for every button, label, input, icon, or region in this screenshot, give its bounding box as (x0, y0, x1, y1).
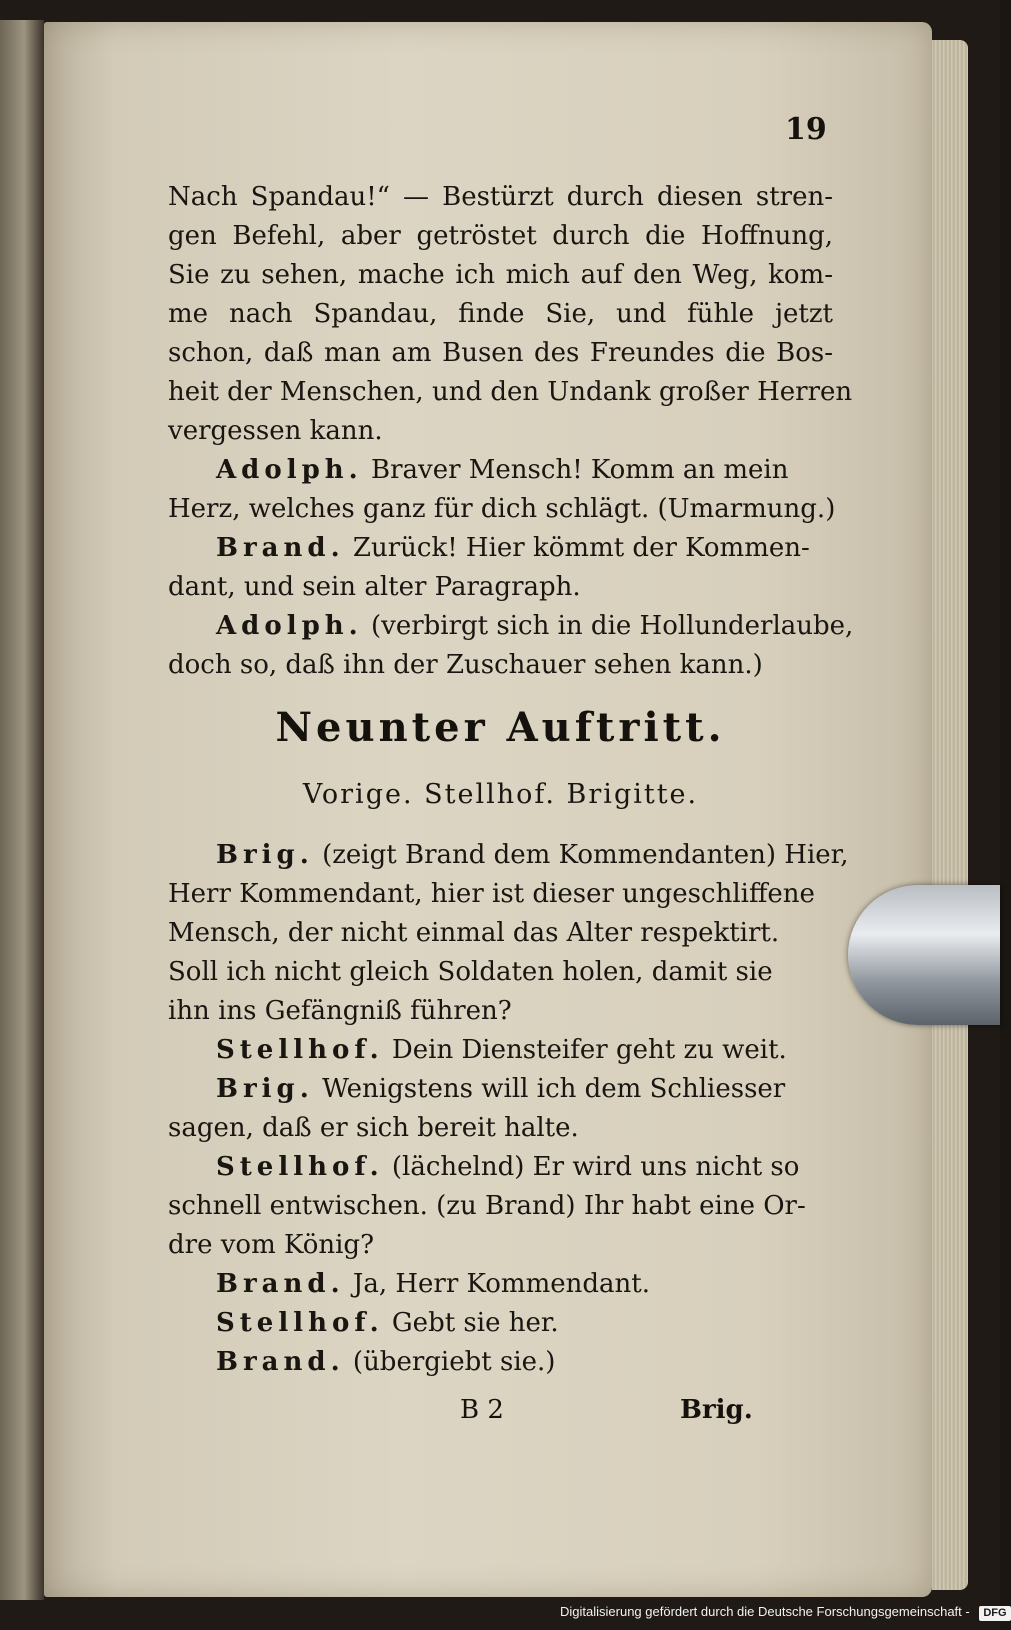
speaker-name: Stellhof. (216, 1308, 384, 1338)
signature-mark: B 2 (460, 1395, 504, 1425)
speech-text: (verbirgt sich in die Hollunderlaube, (370, 611, 854, 641)
speaker-name: Brig. (216, 1074, 314, 1104)
continuation-line: dant, und sein alter Paragraph. (168, 572, 581, 602)
speaker-name: Adolph. (216, 611, 363, 641)
digitization-footer (560, 1604, 1007, 1626)
scene-cast: Vorige. Stellhof. Brigitte. (302, 779, 699, 810)
dialogue-line (216, 451, 788, 490)
dialogue-line (216, 1070, 785, 1109)
dialogue-line (216, 1304, 559, 1343)
text-line: Nach Spandau!“ — Bestürzt durch diesen stren- (168, 182, 833, 212)
speaker-name: Brand. (216, 533, 345, 563)
continuation-line: Mensch, der nicht einmal das Alter respektirt. (168, 918, 780, 948)
speaker-name: Brand. (216, 1347, 345, 1377)
dialogue-line (216, 1148, 799, 1187)
text-line: vergessen kann. (168, 416, 383, 446)
dialogue-line (216, 529, 810, 568)
dialogue-line (216, 1265, 650, 1304)
speaker-name: Stellhof. (216, 1035, 384, 1065)
dialogue-line (216, 836, 849, 875)
speaker-name: Stellhof. (216, 1152, 384, 1182)
catchword: Brig. (680, 1395, 753, 1425)
continuation-line: ihn ins Gefängniß führen? (168, 996, 512, 1026)
speech-text: Ja, Herr Kommendant. (352, 1269, 650, 1299)
speech-text: Braver Mensch! Komm an mein (370, 455, 789, 485)
dialogue-line (216, 1031, 787, 1070)
page-clip (848, 885, 1000, 1025)
continuation-line: sagen, daß er sich bereit halte. (168, 1113, 579, 1143)
text-line: me nach Spandau, finde Sie, und fühle jetzt (168, 299, 833, 329)
text-line: heit der Menschen, und den Undank großer Herren (168, 377, 853, 407)
speech-text: (lächelnd) Er wird uns nicht so (391, 1152, 800, 1182)
dialogue-line (216, 607, 853, 646)
continuation-line: Herr Kommendant, hier ist dieser ungeschliffene (168, 879, 815, 909)
dialogue-line (216, 1343, 555, 1382)
scene-heading: Neunter Auftritt. (275, 704, 726, 751)
page-fore-edge (932, 40, 968, 1590)
speaker-name: Adolph. (216, 455, 363, 485)
speech-text: (übergiebt sie.) (352, 1347, 556, 1377)
continuation-line: Soll ich nicht gleich Soldaten holen, damit sie (168, 957, 773, 987)
page-number: 19 (785, 112, 827, 147)
continuation-line: dre vom König? (168, 1230, 375, 1260)
speech-text: Zurück! Hier kömmt der Kommen- (352, 533, 810, 563)
continuation-line: schnell entwischen. (zu Brand) Ihr habt eine Or- (168, 1191, 806, 1221)
text-line: schon, daß man am Busen des Freundes die Bos- (168, 338, 833, 368)
speech-text: Dein Diensteifer geht zu weit. (391, 1035, 787, 1065)
speaker-name: Brig. (216, 840, 314, 870)
speech-text: Wenigstens will ich dem Schliesser (322, 1074, 786, 1104)
text-line: Sie zu sehen, mache ich mich auf den Weg, kom- (168, 260, 833, 290)
footer-text: Digitalisierung gefördert durch die Deutsche Forschungsgemeinschaft - (560, 1604, 970, 1619)
speaker-name: Brand. (216, 1269, 345, 1299)
speech-text: Gebt sie her. (391, 1308, 559, 1338)
dfg-logo: DFG (979, 1606, 1010, 1621)
facing-page-edge (0, 20, 44, 1600)
continuation-line: Herz, welches ganz für dich schlägt. (Umarmung.) (168, 494, 836, 524)
continuation-line: doch so, daß ihn der Zuschauer sehen kann.) (168, 650, 763, 680)
text-line: gen Befehl, aber getröstet durch die Hoffnung, (168, 221, 833, 251)
speech-text: (zeigt Brand dem Kommendanten) Hier, (322, 840, 849, 870)
